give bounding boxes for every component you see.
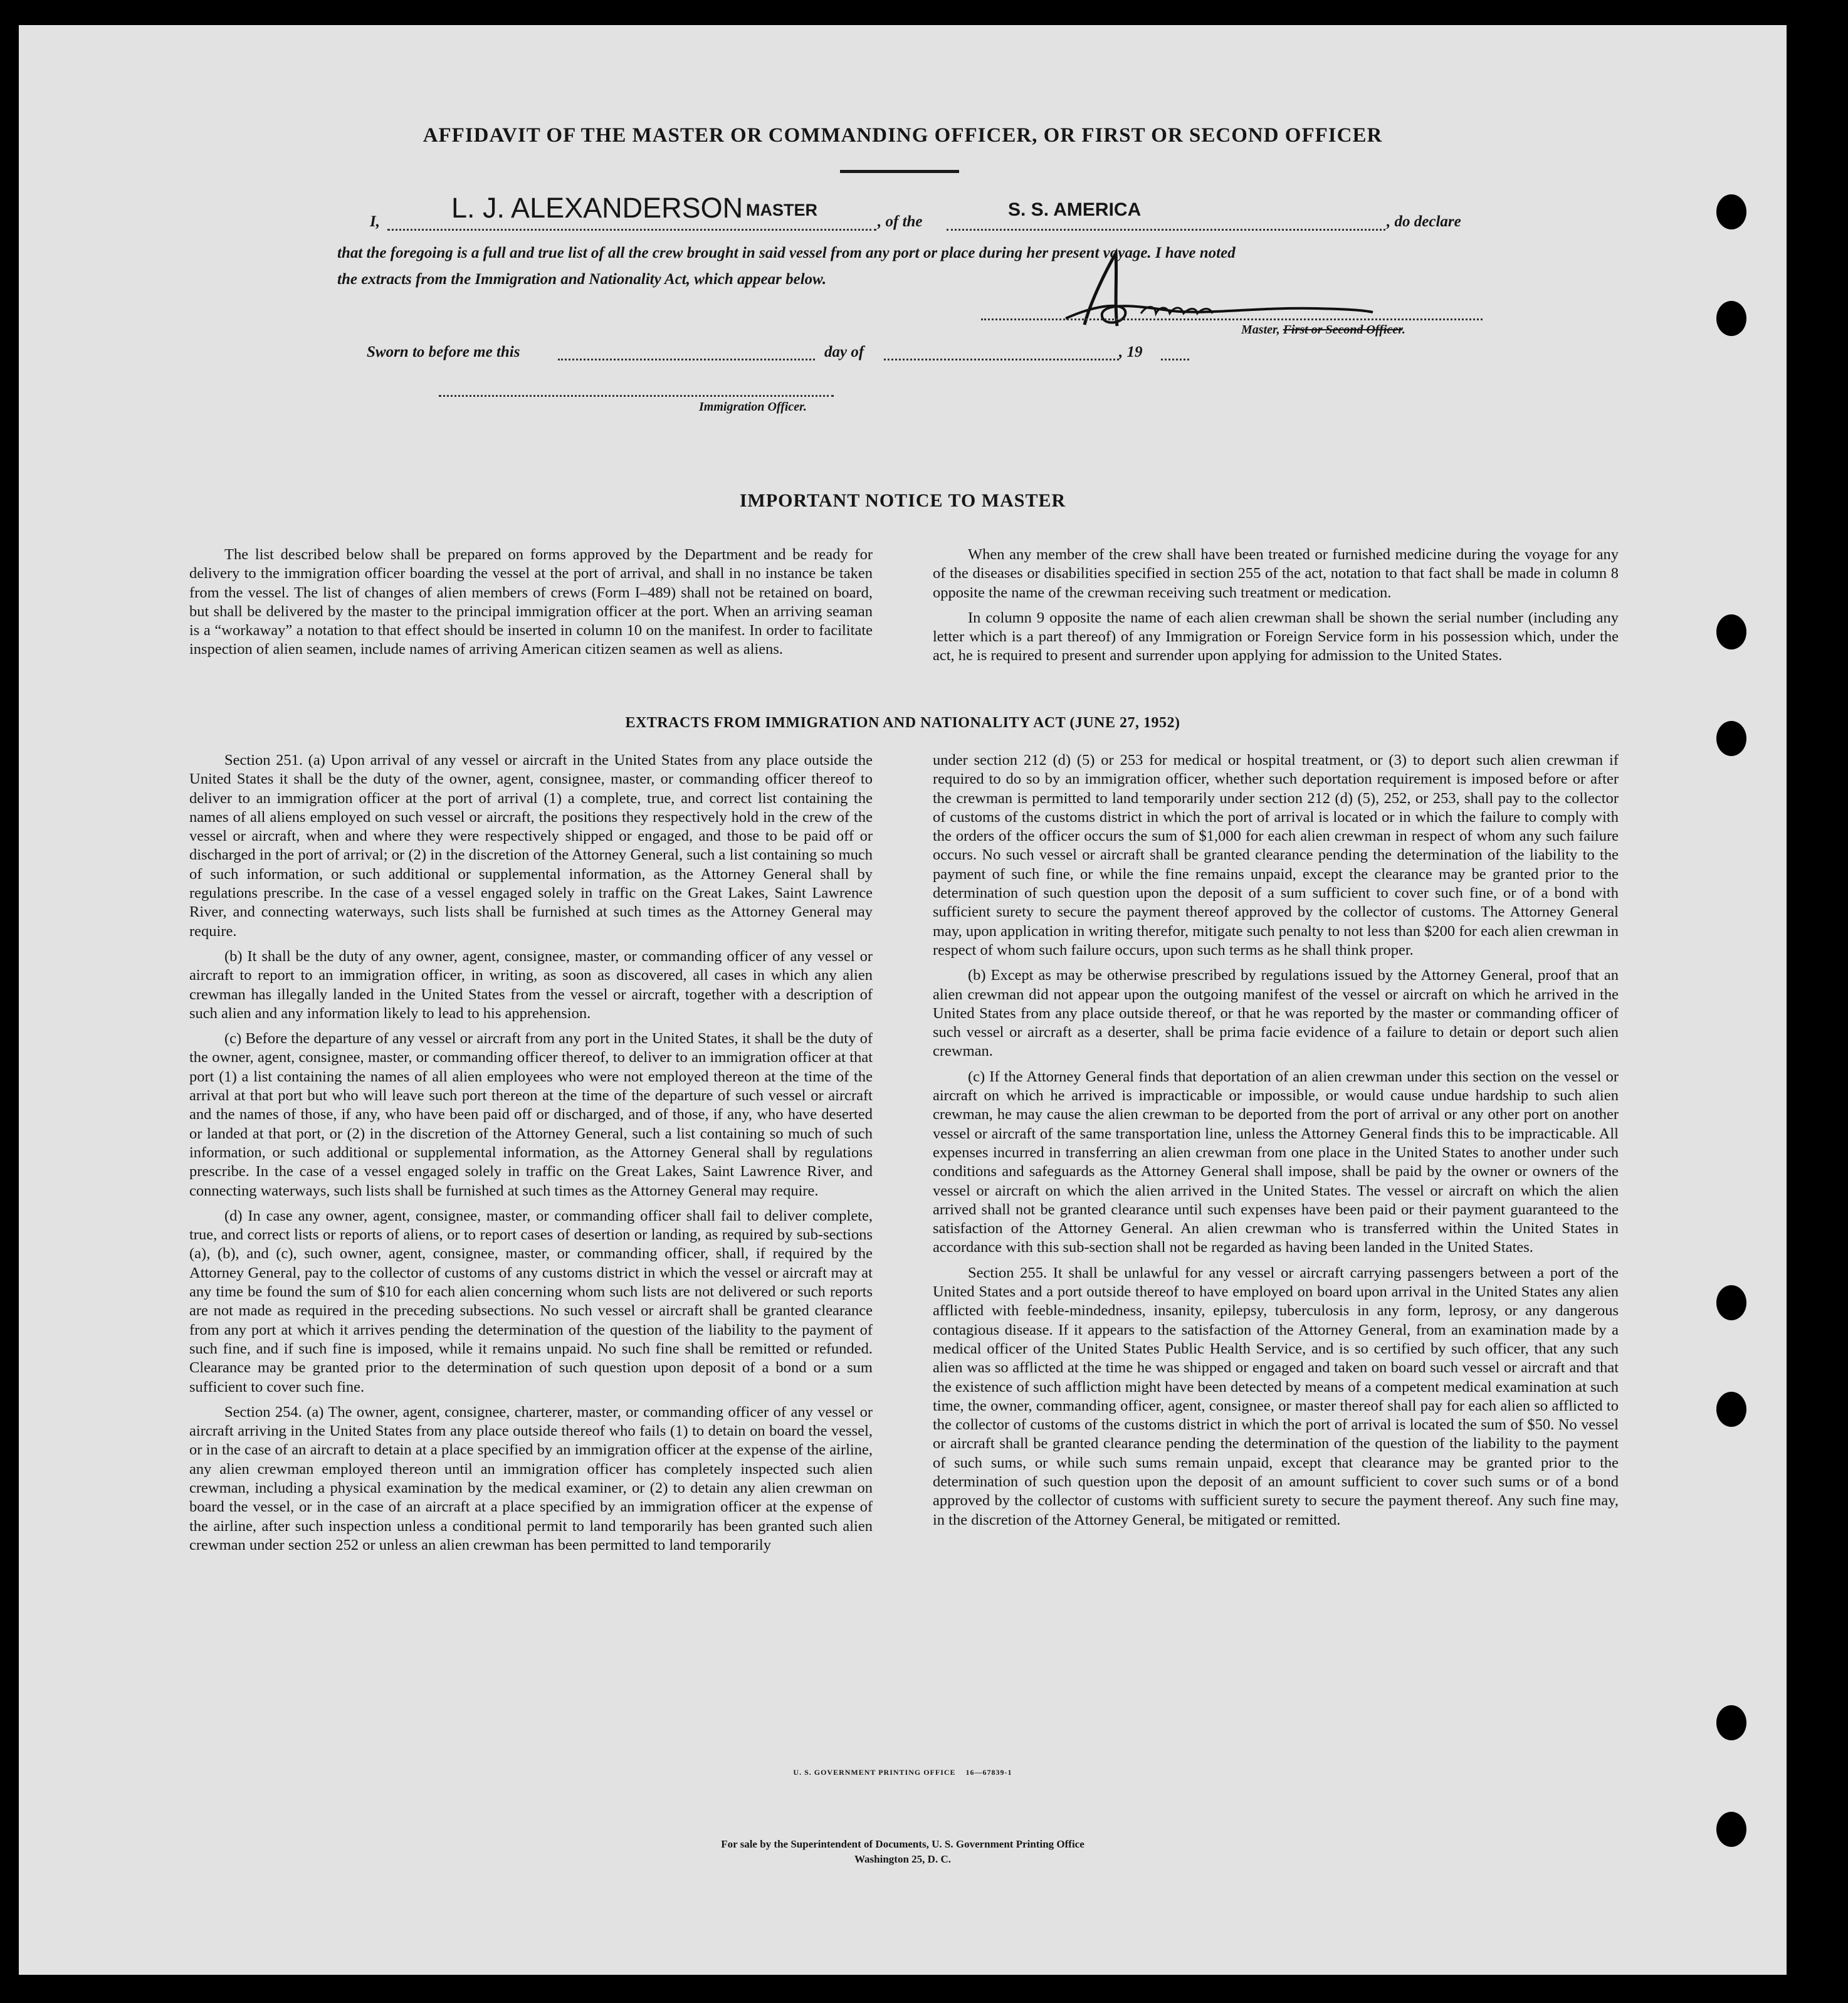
signature-caption: Master, First or Second Officer. [1241, 323, 1405, 337]
master-name-field: L. J. ALEXANDERSON [451, 192, 743, 224]
vessel-name-line [947, 229, 1385, 231]
extracts-left-column [189, 751, 873, 1561]
notice-paragraph: The list described below shall be prepared on forms approved by the Department and be ready for delivery to the immigration officer boarding the vessel at the port of arrival, and shall in no instance be taken from the vessel. The list of changes of alien members of crews (Form I–489) shall not be retained on board, but shall be delivered by the master to the principal immigration officer at the port. When an arriving seaman is a “workaway” a notation to that effect should be inserted in column 10 on the manifest. In order to facilitate inspection of alien seamen, include names of arriving American citizen seamen as well as aliens. [189, 546, 873, 658]
sale-notice-line-2: Washington 25, D. C. [854, 1853, 951, 1865]
notice-left-column [189, 545, 873, 666]
section-paragraph: (c) If the Attorney General finds that deportation of an alien crewman under this section on the vessel or aircraft on which he arrived is impracticable or impossible, or would cause undue hardship to such alien crewman, he may cause the alien crewman to be deported from the port of arrival or any other port on another vessel or aircraft of the same transportation line, unless the Attorney General finds this to be impracticable. All expenses incurred in transferring an alien crewman from one place in the United States to another under such conditions and safeguards as the Attorney General shall impose, shall be paid by the owner or owners of the vessel or aircraft on which the alien arrived in the United States. The vessel or aircraft on which the alien arrived shall not be granted clearance until such expenses have been paid or their payment guaranteed to the satisfaction of the Attorney General. An alien crewman who is transferred within the United States in accordance with this sub-section shall not be regarded as having been landed in the United States. [933, 1068, 1619, 1256]
section-paragraph: (c) Before the departure of any vessel or aircraft from any port in the United States, it shall be the duty of the owner, agent, consignee, master, or commanding officer thereof, to deliver to an immigration officer at that port (1) a list containing the names of all alien employees who were not employed thereon at the time of the arrival at that port but who will leave such port thereon at the time of the departure of such vessel or aircraft and the names of those, if any, who have been paid off or discharged, and of those, if any, who have deserted or landed at that port, or (2) in the discretion of the Attorney General, such a list containing so much of such information, or such additional or supplemental information, as the Attorney General shall by regulations prescribe. In the case of a vessel engaged solely in traffic on the Great Lakes, Saint Lawrence River, and connecting waterways, such lists shall be furnished at such times as the Attorney General may require. [189, 1030, 873, 1199]
notice-title: IMPORTANT NOTICE TO MASTER [739, 490, 1066, 511]
section-paragraph: Section 254. (a) The owner, agent, consignee, charterer, master, or commanding officer of any vessel or aircraft arriving in the United States from any place outside thereof who fails (1) to detain on board the vessel, or in the case of an aircraft to detain at a place specified by an immigration officer at the expense of the airline, any alien crewman employed thereon until an immigration officer has completely inspected such alien crewman, including a physical examination by the medical examiner, or (2) to detain any alien crewman on board the vessel, or in the case of an aircraft at a place specified by an immigration officer at the expense of the airline, after such inspection unless a conditional permit to land temporarily has been granted such alien crewman under section 252 or unless an alien crewman has been permitted to land temporarily [189, 1403, 873, 1554]
immigration-officer-line [439, 395, 834, 397]
master-name-line [387, 229, 876, 231]
immigration-officer-label: Immigration Officer. [699, 400, 807, 414]
section-paragraph: (d) In case any owner, agent, consignee, master, or commanding officer shall fail to deliver complete, true, and correct lists or reports of aliens, or to report cases of desertion or landing, as required by sub-sections (a), (b), and (c), such owner, agent, consignee, master, or commanding officer, shall, if required by the Attorney General, pay to the collector of customs of any customs district in which the vessel or aircraft may at any time be found the sum of $10 for each alien concerning whom such lists are not delivered or such reports are not made as required in the preceding subsections. No such vessel or aircraft shall be granted clearance from any port at which it arrives pending the determination of the question of the liability to the payment of such fine, and if such fine is imposed, while it remains unpaid. No such fine shall be remitted or refunded. Clearance may be granted prior to the determination of such question upon deposit of a bond or a sum sufficient to cover such fine. [189, 1207, 873, 1396]
affidavit-title: AFFIDAVIT OF THE MASTER OR COMMANDING OFFICER, OR FIRST OR SECOND OFFICER [423, 124, 1383, 147]
year-label: , 19 [1119, 344, 1143, 360]
signature-line [981, 318, 1483, 320]
punch-hole [1716, 721, 1746, 756]
section-paragraph: (b) It shall be the duty of any owner, agent, consignee, master, or commanding officer of any vessel or aircraft to report to an immigration officer, in writing, as soon as discovered, all cases in which any alien crewman has illegally landed in the United States from the vessel or aircraft, together with a description of such alien and any information likely to lead to his apprehension. [189, 947, 873, 1022]
printing-office-imprint: U. S. GOVERNMENT PRINTING OFFICE 16—67839-1 [793, 1768, 1012, 1777]
sworn-date-line [558, 359, 815, 360]
section-paragraph: Section 255. It shall be unlawful for any vessel or aircraft carrying passengers between a port of the United States and a port outside thereof to have employed on board upon arrival in the United States any alien afflicted with feeble-mindedness, insanity, epilepsy, tuberculosis in any form, leprosy, or any dangerous contagious disease. If it appears to the satisfaction of the Attorney General, from an examination made by a medical officer of the United States Public Health Service, and is so certified by such officer, that any such alien was so afflicted at the time he was shipped or engaged and taken on board such vessel or aircraft and that the existence of such affliction might have been detected by means of a competent medical examination at such time, the owner, commanding officer, agent, consignee, or master thereof shall pay for each alien so afflicted to the collector of customs of the customs district in which the port of arrival is located the sum of $50. No vessel or aircraft shall be granted clearance pending the determination of the question of the liability to the payment of such sums, or while such sums remain unpaid, except that clearance may be granted prior to the determination of such question upon the deposit of an amount sufficient to cover such sums or of a bond approved by the collector of customs with sufficient surety to secure the payment thereof. Any such fine may, in the discretion of the Attorney General, be mitigated or remitted. [933, 1264, 1619, 1528]
punch-hole [1716, 1392, 1746, 1427]
section-paragraph: Section 251. (a) Upon arrival of any vessel or aircraft in the United States from any place outside the United States it shall be the duty of the owner, agent, consignee, master, or commanding officer thereof to deliver to an immigration officer at the port of arrival (1) a complete, true, and correct list containing the names of all aliens employed on such vessel or aircraft, the positions they respectively hold in the crew of the vessel or aircraft, when and where they were respectively shipped or engaged, and those to be paid off or discharged in the port of arrival; or (2) in the discretion of the Attorney General, such a list containing so much of such information, or such additional or supplemental information, as the Attorney General shall by regulations prescribe. In the case of a vessel engaged solely in traffic on the Great Lakes, Saint Lawrence River, and connecting waterways, such lists shall be furnished at such times as the Attorney General may require. [189, 752, 873, 940]
document-page [19, 25, 1787, 1975]
extracts-right-column [933, 751, 1619, 1536]
vessel-name-field: S. S. AMERICA [1008, 199, 1142, 220]
section-paragraph: (b) Except as may be otherwise prescribed by regulations issued by the Attorney General, proof that an alien crewman did not appear upon the outgoing manifest of the vessel or aircraft on which he arrived in the United States from any place outside thereof, or that he was reported by the master or commanding officer of such vessel or aircraft as a deserter, shall be prima facie evidence of a failure to detain or deport such alien crewman. [933, 967, 1619, 1060]
punch-hole [1716, 1812, 1746, 1847]
notice-paragraph: In column 9 opposite the name of each alien crewman shall be shown the serial number (including any letter which is a part thereof) of any Immigration or Foreign Service form in his possession which, under the act, he is required to present and surrender upon applying for admission to the United States. [933, 609, 1619, 665]
punch-hole [1716, 301, 1746, 336]
of-the-label: , of the [878, 213, 923, 230]
sworn-label: Sworn to before me this [367, 344, 520, 360]
section-paragraph: under section 212 (d) (5) or 253 for medical or hospital treatment, or (3) to deport such alien crewman if required to do so by an immigration officer, whether such deportation requirement is imposed before or after the crewman is permitted to land temporarily under section 212 (d) (5), 252, or 253, shall pay to the collector of customs of the customs district in which the port of arrival is located or in which the failure to comply with the orders of the officer occurs the sum of $1,000 for each alien crewman in respect of whom any such failure occurs. No such vessel or aircraft shall be granted clearance pending the determination of the liability to the payment of such fine, or while the fine remains unpaid, except the clearance may be granted prior to the determination of such question upon the deposit of a sum sufficient to cover such fine, or of a bond with sufficient surety to secure the payment thereof approved by the collector of customs. The Attorney General may, upon application in writing therefor, mitigate such penalty to not less than $200 for each alien crewman in respect of whom such failure occurs, upon such terms as he shall think proper. [933, 752, 1619, 959]
day-of-label: day of [824, 344, 864, 360]
notice-paragraph: When any member of the crew shall have been treated or furnished medicine during the voyage for any of the diseases or disabilities specified in section 255 of the act, notation to that fact shall be made in column 8 opposite the name of the crewman receiving such treatment or medication. [933, 546, 1619, 601]
punch-hole [1716, 1705, 1746, 1740]
title-rule [840, 170, 959, 173]
affidavit-statement-line-2: the extracts from the Immigration and Nationality Act, which appear below. [337, 271, 827, 288]
sworn-month-line [884, 359, 1119, 360]
sale-notice-line-1: For sale by the Superintendent of Documents, U. S. Government Printing Office [721, 1838, 1084, 1850]
i-label: I, [370, 213, 380, 230]
affidavit-statement-line: that the foregoing is a full and true list of all the crew brought in said vessel from any port or place during her present voyage. I have noted [337, 244, 1236, 261]
punch-hole [1716, 614, 1746, 649]
punch-hole [1716, 194, 1746, 229]
sworn-year-line [1161, 359, 1189, 360]
punch-hole [1716, 1285, 1746, 1320]
notice-right-column [933, 545, 1619, 672]
extracts-title: EXTRACTS FROM IMMIGRATION AND NATIONALITY ACT (JUNE 27, 1952) [625, 715, 1180, 731]
do-declare-label: , do declare [1387, 213, 1461, 230]
master-rank-field: MASTER [746, 201, 817, 219]
